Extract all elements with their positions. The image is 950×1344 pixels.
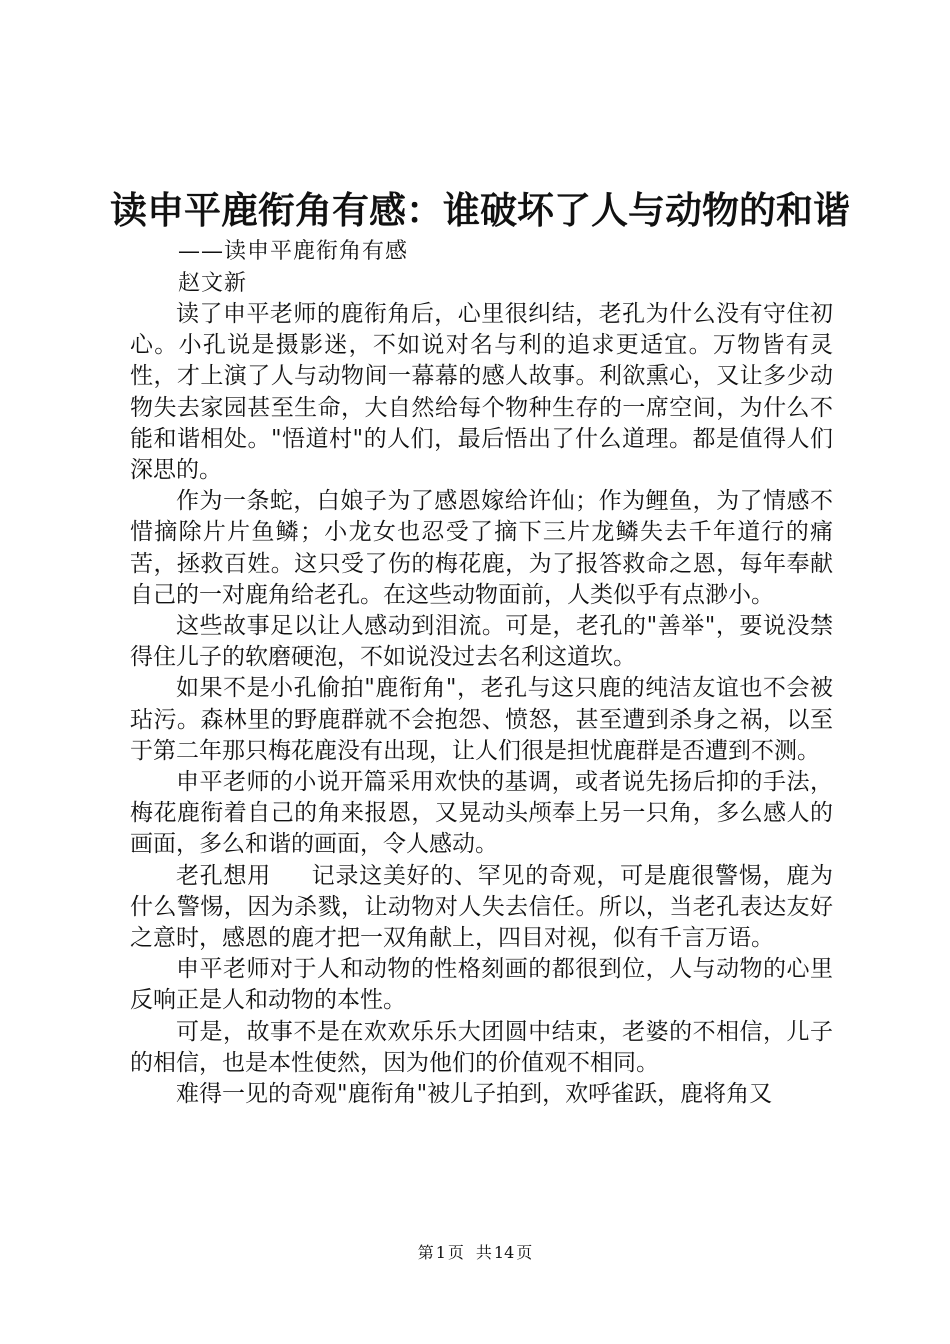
page-footer: [0, 1242, 950, 1264]
paragraph: 申平老师对于人和动物的性格刻画的都很到位，人与动物的心里反响正是人和动物的本性。: [130, 956, 833, 1014]
page-label-prefix: 第: [417, 1243, 434, 1262]
total-label-prefix: 共: [475, 1243, 492, 1262]
paragraph: 难得一见的奇观"鹿衔角"被儿子拍到，欢呼雀跃，鹿将角又: [176, 1081, 773, 1108]
page-total: 14: [493, 1243, 515, 1262]
paragraph: [130, 861, 833, 955]
total-label-suffix: 页: [516, 1243, 533, 1262]
paragraph: 如果不是小孔偷拍"鹿衔角"，老孔与这只鹿的纯洁友谊也不会被玷污。森林里的野鹿群就不会抱怨、愤怒，甚至遭到杀身之祸，以至于第二年那只梅花鹿没有出现，让人们很是担忧鹿群是否遭到不测。: [130, 675, 833, 764]
document-subtitle: ——读申平鹿衔角有感: [178, 239, 409, 264]
paragraph: 可是，故事不是在欢欢乐乐大团圆中结束，老婆的不相信，儿子的相信，也是本性使然，因为他们的价值观不相同。: [130, 1018, 833, 1076]
paragraph: 读了申平老师的鹿衔角后，心里很纠结，老孔为什么没有守住初心。小孔说是摄影迷，不如说对名与利的追求更适宜。万物皆有灵性，才上演了人与动物间一幕幕的感人故事。利欲熏心，又让多少动物失去家园甚至生命，大自然给每个物种生存的一席空间，为什么不能和谐相处。"悟道村"的人们，最后悟出了什么道理。都是值得人们深思的。: [130, 301, 833, 484]
document-body: [130, 299, 833, 1110]
page-current: 1: [435, 1243, 446, 1262]
paragraph-text: 记录这美好的、罕见的奇观，可是鹿很警惕，鹿为什么警惕，因为杀戮，让动物对人失去信任。所以，当老孔表达友好之意时，感恩的鹿才把一双角献上，四目对视，似有千言万语。: [130, 862, 834, 952]
paragraph: 作为一条蛇，白娘子为了感恩嫁给许仙；作为鲤鱼，为了情感不惜摘除片片鱼鳞；小龙女也忍受了摘下三片龙鳞失去千年道行的痛苦，拯救百姓。这只受了伤的梅花鹿，为了报答救命之恩，每年奉献自己的一对鹿角给老孔。在这些动物面前，人类似乎有点渺小。: [130, 488, 833, 608]
paragraph: 申平老师的小说开篇采用欢快的基调，或者说先扬后抑的手法，梅花鹿衔着自己的角来报恩，又晃动头颅奉上另一只角，多么感人的画面，多么和谐的画面，令人感动。: [130, 769, 833, 858]
document-author: 赵文新: [178, 271, 248, 296]
page-label-suffix: 页: [447, 1243, 464, 1262]
document-title: 读申平鹿衔角有感：谁破坏了人与动物的和谐: [110, 188, 850, 232]
paragraph: 这些故事足以让人感动到泪流。可是，老孔的"善举"，要说没禁得住儿子的软磨硬泡，不如说没过去名利这道坎。: [130, 613, 833, 671]
paragraph-text: 老孔想用: [176, 862, 271, 889]
